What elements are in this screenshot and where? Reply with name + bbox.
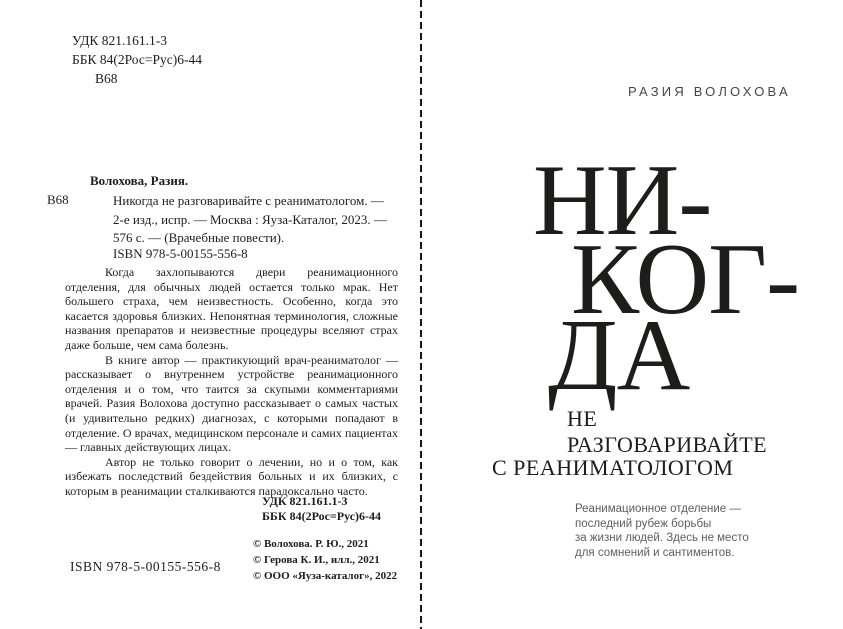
annotation-paragraph: Автор не только говорит о лечении, но и о том, как избежать последствий бездействия больных и их близких, с которым в реанимации сталкиваются парадоксально часто. [65,454,398,498]
annotation-paragraph: В книге автор — практикующий врач-реаниматолог — рассказывает о внутреннем устройстве реанимационного отделения и о том, что таится за скупыми комментариями врачей. Разия Волохова доступно рассказывает о самых частых (и удивительно редких) диагнозах, с которыми попадают в отделение. О врачах, медицинском персонале и самих пациентах — главных действующих лицах. [65,352,398,455]
isbn-line: ISBN 978-5-00155-556-8 [113,246,248,261]
center-fold-dashed-line [420,0,422,629]
catalog-entry [113,192,387,248]
book-subtitle-line: РАЗГОВАРИВАЙТЕ [567,432,768,457]
copyright-line: © Волохова. Р. Ю., 2021 [253,538,369,550]
book-subtitle-line: С РЕАНИМАТОЛОГОМ [492,455,734,480]
book-title-line: НИ- [533,144,712,257]
bbk-code: ББК 84(2Рос=Рус)6-44 [262,509,382,523]
book-title-line: ДА [548,299,690,412]
catalog-entry-line: 576 с. — (Врачебные повести). [113,230,285,245]
catalog-entry-line: 2-е изд., испр. — Москва : Яуза-Каталог, 2023. — [113,211,387,227]
tagline-line: за жизни людей. Здесь не место [575,532,749,544]
isbn-line-bottom: ISBN 978-5-00155-556-8 [70,559,221,574]
book-title-line: КОГ- [571,223,800,336]
bbk-code: ББК 84(2Рос=Рус)6-44 [72,52,202,67]
book-subtitle-line: НЕ [567,406,598,431]
annotation-paragraph: Когда захлопываются двери реанимационного отделения, для обычных людей остается только мрак. Нет большего страха, чем неизвестность. Особенно, когда это касается здоровья близких. Непонятная терминология, сложные названия препаратов и неизвестные процедуры вселяют страх даже больше, чем сама болезнь. [65,265,398,352]
copyright-block [253,536,397,584]
author-sign-code: В68 [95,71,118,86]
tagline-line: последний рубеж борьбы [575,517,712,530]
tagline-block [575,502,749,560]
copyright-line: © Герова К. И., илл., 2021 [253,554,380,566]
tagline-line: для сомнений и сантиментов. [575,546,735,559]
udk-code: УДК 821.161.1-3 [262,494,348,508]
udk-code: УДК 821.161.1-3 [72,33,168,48]
catalog-author-sign: В68 [47,192,69,207]
copyright-line: © ООО «Яуза-каталог», 2022 [253,570,398,582]
catalog-author-heading: Волохова, Разия. [90,173,189,188]
bottom-classification-codes [262,494,381,524]
top-classification-codes [72,31,202,88]
tagline-line: Реанимационное отделение — [575,503,741,515]
catalog-entry-line: Никогда не разговаривайте с реаниматологом. — [113,193,384,208]
book-author-name: РАЗИЯ ВОЛОХОВА [628,84,791,99]
annotation-block [65,265,398,499]
